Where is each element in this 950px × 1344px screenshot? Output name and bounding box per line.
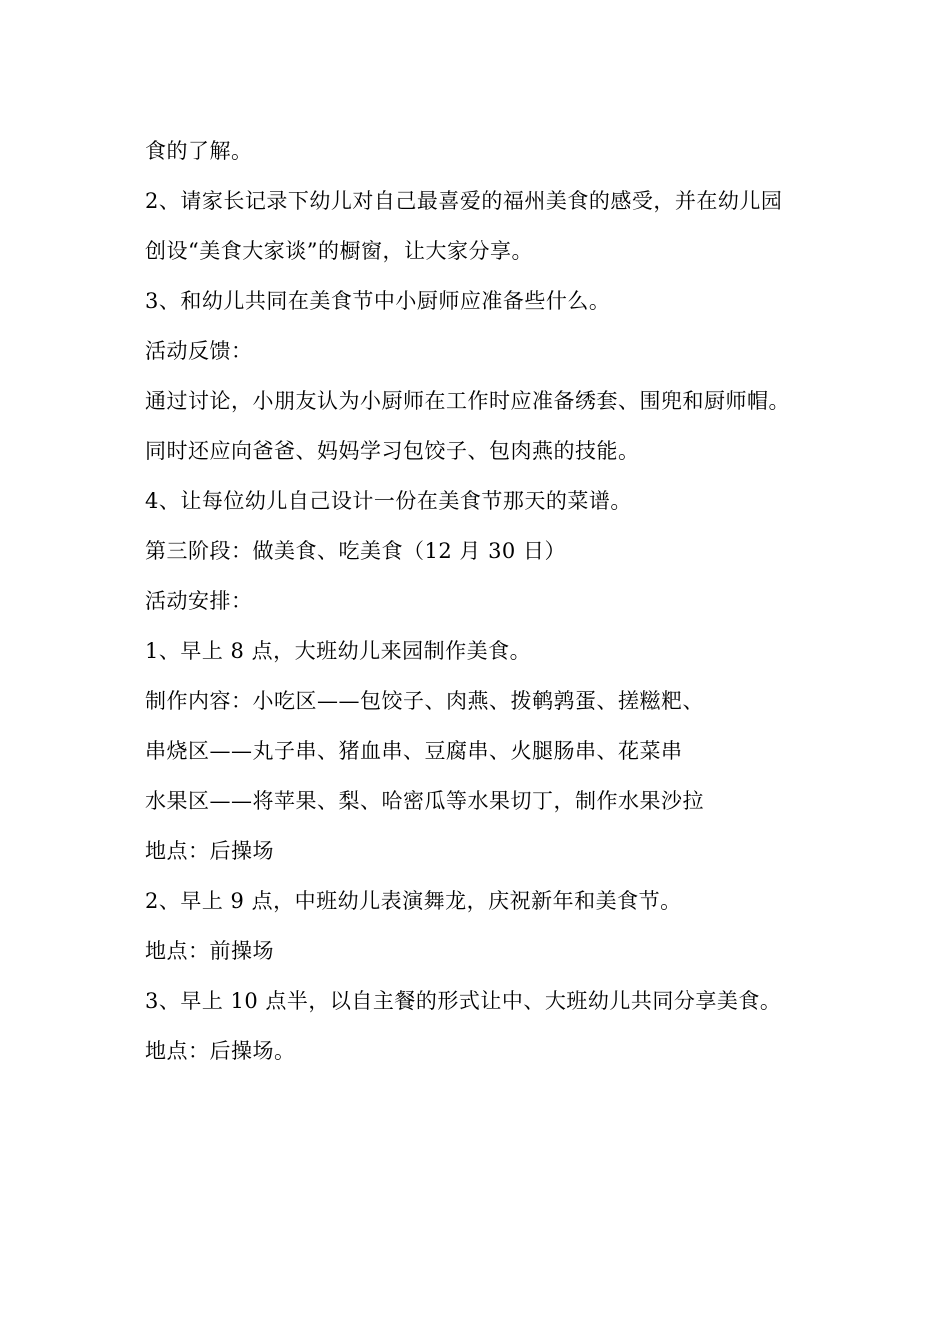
text-line-18: 3、早上 10 点半，以自主餐的形式让中、大班幼儿共同分享美食。 (145, 989, 782, 1013)
text-line-13: 串烧区——丸子串、猪血串、豆腐串、火腿肠串、花菜串 (145, 739, 683, 763)
section-label-arrangement: 活动安排： (145, 589, 253, 613)
text-line-12: 制作内容：小吃区——包饺子、肉燕、拨鹌鹑蛋、搓糍粑、 (145, 689, 704, 713)
text-line-7: 同时还应向爸爸、妈妈学习包饺子、包肉燕的技能。 (145, 439, 640, 463)
location-line-2: 地点：前操场 (145, 939, 274, 963)
document-body (145, 132, 845, 1082)
stage-heading: 第三阶段：做美食、吃美食（12 月 30 日） (145, 539, 566, 563)
text-line-2: 2、请家长记录下幼儿对自己最喜爱的福州美食的感受，并在幼儿园 (145, 189, 783, 213)
text-line-3: 创设“美食大家谈”的橱窗，让大家分享。 (145, 239, 533, 263)
text-line-6: 通过讨论，小朋友认为小厨师在工作时应准备绣套、围兜和厨师帽。 (145, 389, 790, 413)
location-line-1: 地点：后操场 (145, 839, 274, 863)
text-line-8: 4、让每位幼儿自己设计一份在美食节那天的菜谱。 (145, 489, 632, 513)
text-line-14: 水果区——将苹果、梨、哈密瓜等水果切丁，制作水果沙拉 (145, 789, 704, 813)
text-line-1: 食的了解。 (145, 139, 253, 163)
text-line-11: 1、早上 8 点，大班幼儿来园制作美食。 (145, 639, 532, 663)
text-line-4: 3、和幼儿共同在美食节中小厨师应准备些什么。 (145, 289, 611, 313)
text-line-16: 2、早上 9 点，中班幼儿表演舞龙，庆祝新年和美食节。 (145, 889, 682, 913)
section-label-feedback: 活动反馈： (145, 339, 253, 363)
location-line-3: 地点：后操场。 (145, 1039, 296, 1063)
